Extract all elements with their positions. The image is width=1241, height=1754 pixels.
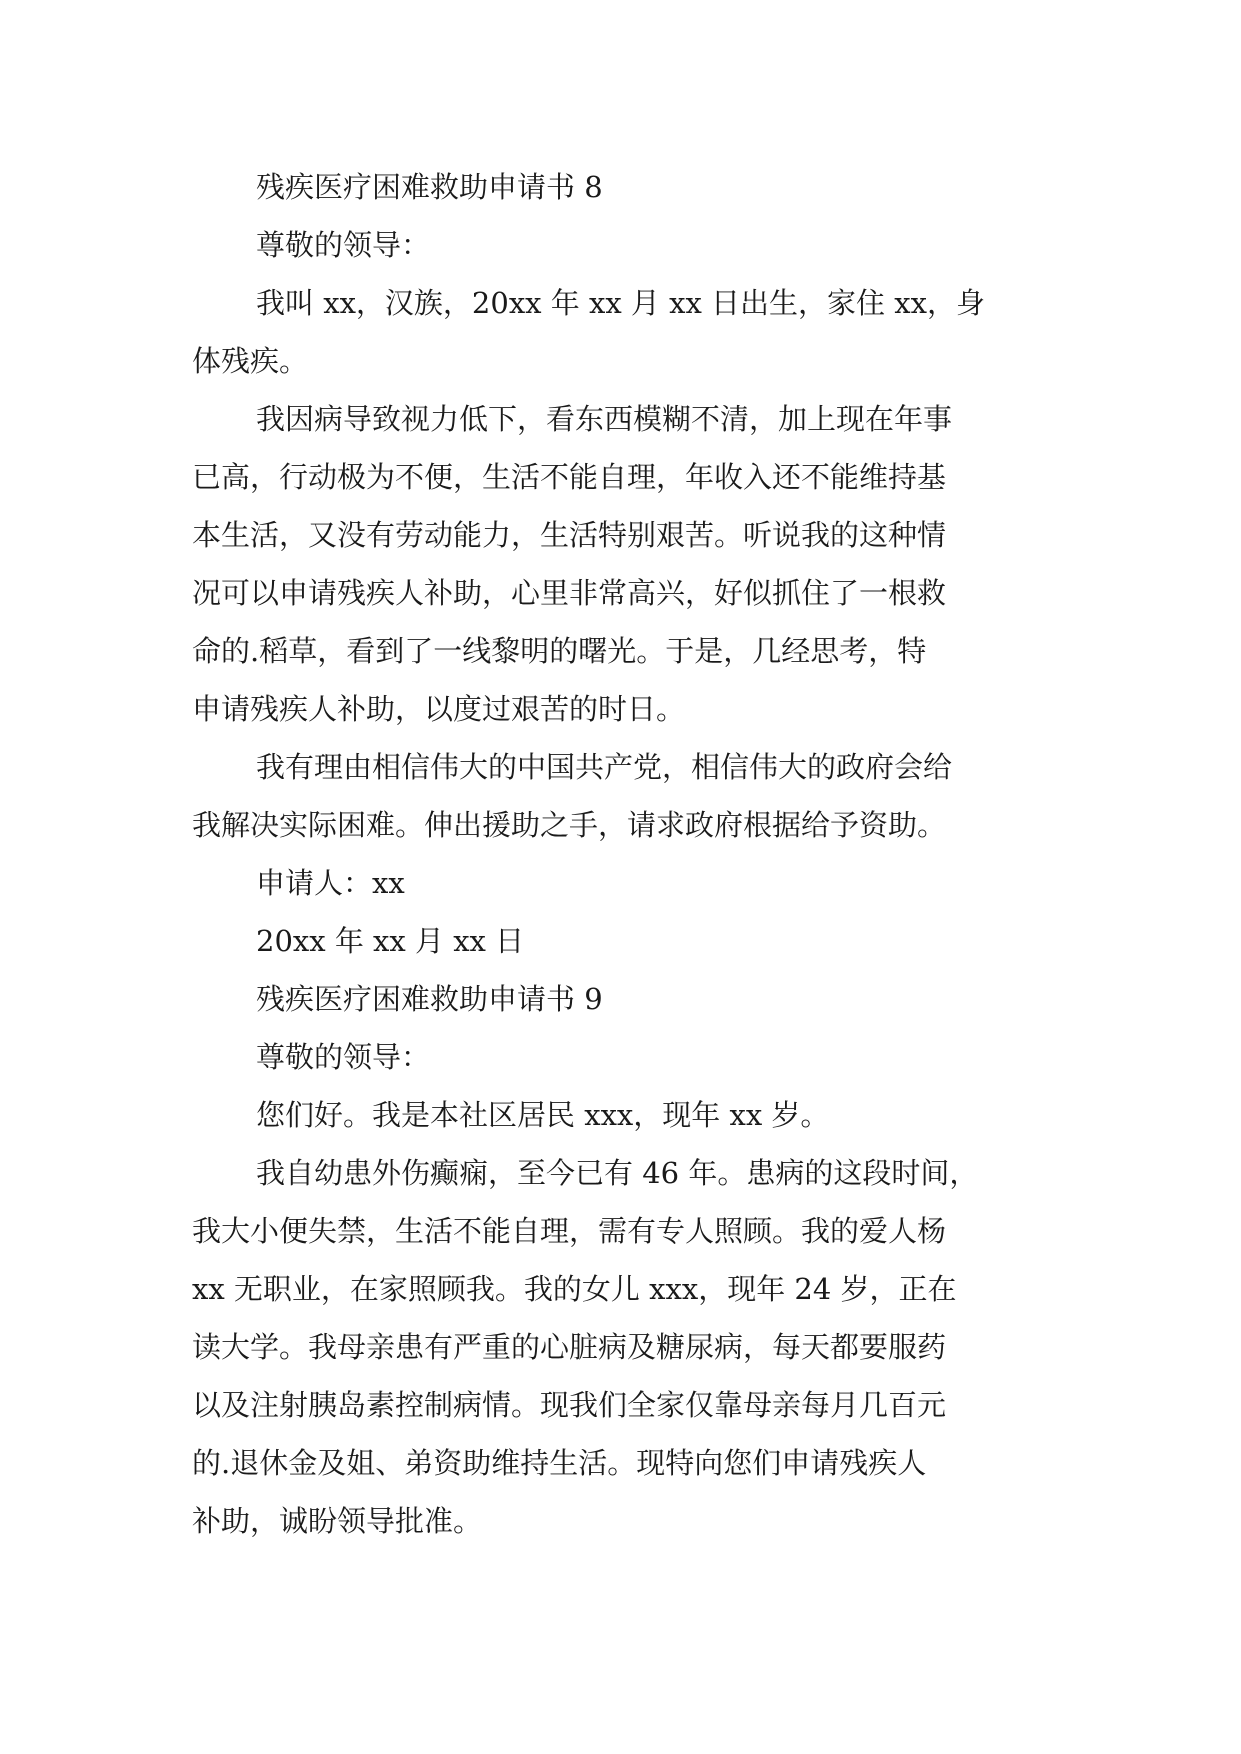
paragraph-line: 我因病导致视力低下，看东西模糊不清，加上现在年事: [256, 402, 953, 436]
paragraph-line: 的.退休金及姐、弟资助维持生活。现特向您们申请残疾人: [192, 1446, 927, 1480]
title-8: 残疾医疗困难救助申请书 8: [256, 170, 603, 204]
paragraph-line: xx 无职业，在家照顾我。我的女儿 xxx，现年 24 岁，正在: [192, 1272, 957, 1306]
salutation-9: 尊敬的领导：: [256, 1040, 431, 1074]
paragraph-line: 本生活，又没有劳动能力，生活特别艰苦。听说我的这种情: [192, 518, 947, 552]
paragraph-line: 我叫 xx，汉族，20xx 年 xx 月 xx 日出生，家住 xx，身: [256, 286, 985, 320]
paragraph-line: 我大小便失禁，生活不能自理，需有专人照顾。我的爱人杨: [192, 1214, 947, 1248]
paragraph-line: 命的.稻草，看到了一线黎明的曙光。于是，几经思考，特: [192, 634, 927, 668]
paragraph-line: 读大学。我母亲患有严重的心脏病及糖尿病，每天都要服药: [192, 1330, 947, 1364]
paragraph-line: 补助，诚盼领导批准。: [192, 1504, 483, 1538]
paragraph-line: 我自幼患外伤癫痫，至今已有 46 年。患病的这段时间，: [256, 1156, 979, 1190]
paragraph-line: 申请残疾人补助，以度过艰苦的时日。: [192, 692, 686, 726]
date-line: 20xx 年 xx 月 xx 日: [256, 924, 525, 958]
paragraph-line: 况可以申请残疾人补助，心里非常高兴，好似抓住了一根救: [192, 576, 947, 610]
title-9: 残疾医疗困难救助申请书 9: [256, 982, 603, 1016]
paragraph-line: 我有理由相信伟大的中国共产党，相信伟大的政府会给: [256, 750, 953, 784]
applicant-line: 申请人：xx: [256, 866, 405, 900]
paragraph-line: 已高，行动极为不便，生活不能自理，年收入还不能维持基: [192, 460, 947, 494]
salutation-8: 尊敬的领导：: [256, 228, 431, 262]
paragraph-line: 以及注射胰岛素控制病情。现我们全家仅靠母亲每月几百元: [192, 1388, 947, 1422]
document-body: [192, 158, 1052, 1550]
paragraph-line: 我解决实际困难。伸出援助之手，请求政府根据给予资助。: [192, 808, 947, 842]
paragraph-line: 您们好。我是本社区居民 xxx，现年 xx 岁。: [256, 1098, 830, 1132]
paragraph-line: 体残疾。: [192, 344, 309, 378]
